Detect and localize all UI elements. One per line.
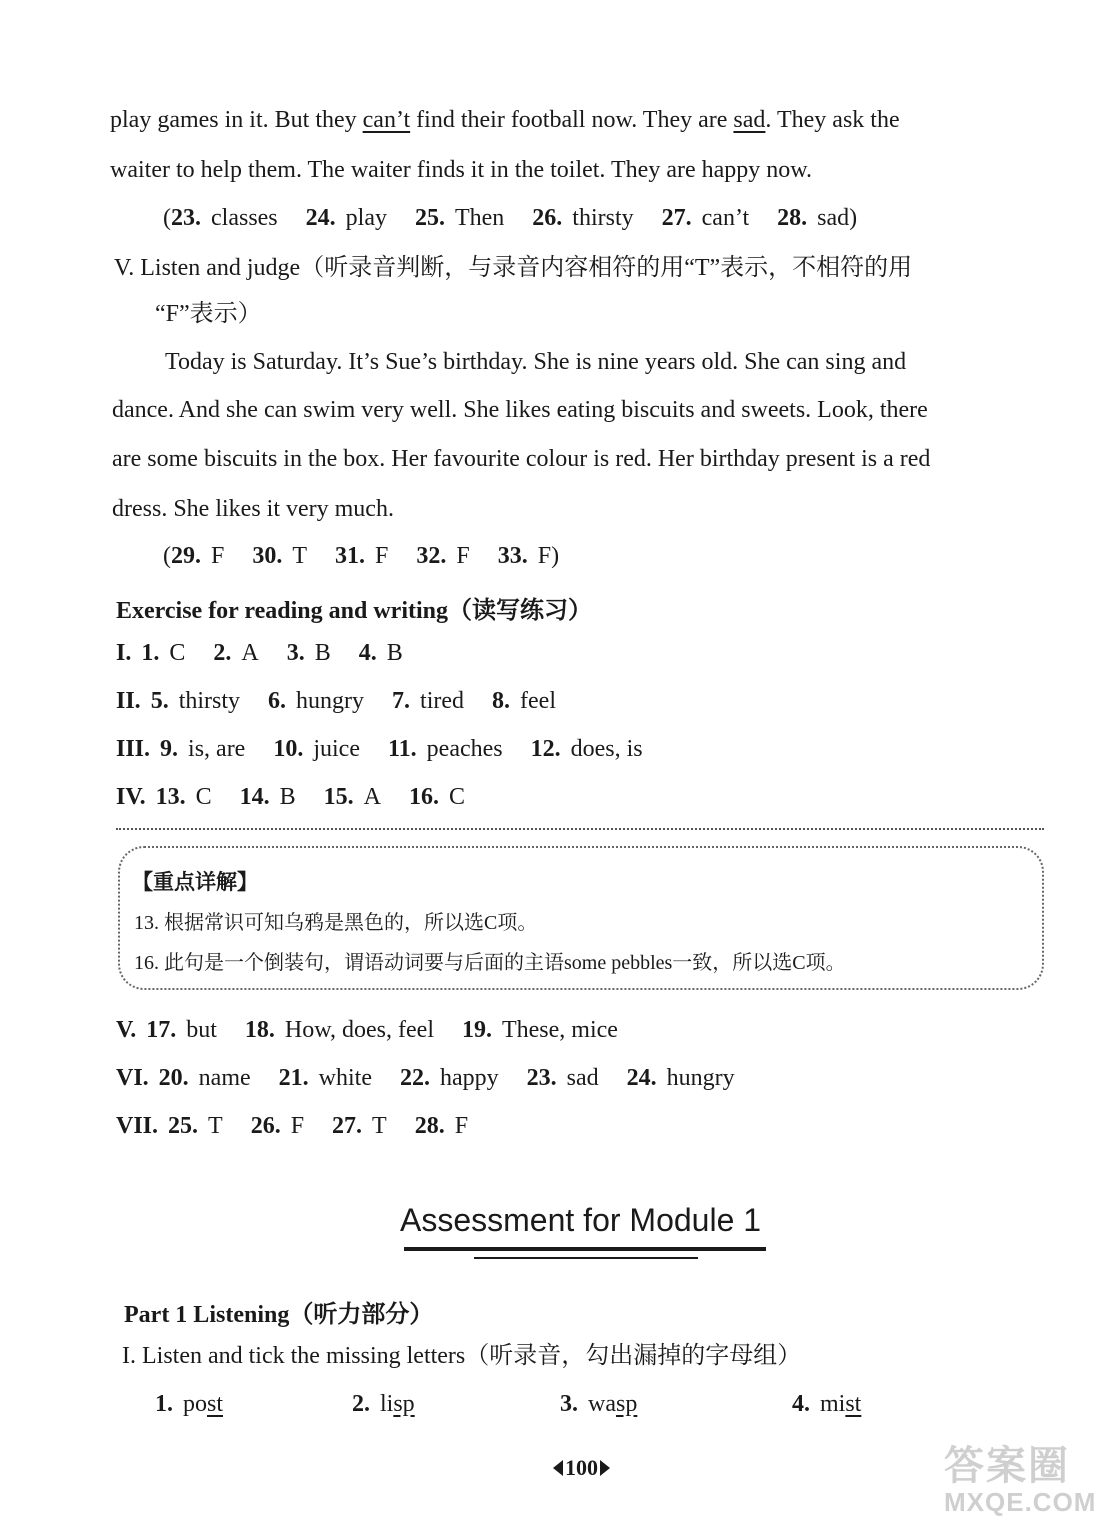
title-rule-thin <box>474 1257 698 1259</box>
answer-number: 19. <box>461 1017 492 1043</box>
roman-numeral: IV. <box>116 784 146 810</box>
answer-item <box>163 543 224 569</box>
answer-item <box>527 1065 599 1091</box>
answer-item <box>163 205 278 231</box>
answer-item <box>240 784 296 810</box>
rw-answer-row <box>116 637 431 669</box>
roman-numeral: VII. <box>116 1113 159 1139</box>
answer-number: 11. <box>387 736 417 762</box>
answer-item <box>416 543 469 569</box>
answer-number: 31. <box>335 543 366 569</box>
answer-number: 7. <box>392 688 411 714</box>
answer-number: 26. <box>250 1113 281 1139</box>
answer-item <box>160 736 245 762</box>
rw-answer-row <box>116 685 584 717</box>
answer-text: sad) <box>817 205 858 231</box>
answer-number: 21. <box>278 1065 309 1091</box>
answer-item <box>168 1113 223 1139</box>
answer-text: sad <box>566 1065 599 1091</box>
answer-text: name <box>198 1065 251 1091</box>
answer-number: 29. <box>171 543 201 569</box>
assessment-title: Assessment for Module 1 <box>400 1202 762 1238</box>
answer-item <box>492 688 556 714</box>
answer-text: hungry <box>296 688 365 714</box>
answer-item <box>777 205 857 231</box>
rw-answer-row <box>116 733 671 765</box>
answer-number: 16. <box>408 784 439 810</box>
answer-text: T <box>208 1113 223 1139</box>
answer-text: T <box>372 1113 387 1139</box>
answer-item <box>359 640 403 666</box>
answer-number: 30. <box>252 543 283 569</box>
word-2: 2. lisp <box>352 1391 415 1417</box>
answer-text: F) <box>537 543 560 569</box>
answer-item <box>273 736 360 762</box>
dotted-divider <box>116 828 1044 830</box>
answer-text: B <box>314 640 331 666</box>
answer-number: 6. <box>268 688 287 714</box>
roman-numeral: I. <box>116 640 132 666</box>
answer-number: 4. <box>358 640 377 666</box>
triangle-left-icon <box>553 1460 563 1476</box>
answer-item <box>462 1017 618 1043</box>
answer-text: F <box>290 1113 305 1139</box>
answer-number: 22. <box>399 1065 430 1091</box>
answer-item <box>156 784 212 810</box>
underlined-sad: sad <box>733 107 766 133</box>
answer-item <box>213 640 258 666</box>
judge-text-line-1: Today is Saturday. It’s Sue’s birthday. She is nine years old. She can sing and <box>165 349 907 375</box>
answer-text: T <box>292 543 308 569</box>
judge-text-line-3: are some biscuits in the box. Her favourite colour is red. Her birthday present is a red <box>112 446 931 472</box>
word-1: 1. post <box>155 1391 224 1417</box>
answer-number: 14. <box>239 784 270 810</box>
answer-text: play <box>345 205 387 231</box>
part1-heading: Part 1 Listening（听力部分） <box>124 1302 434 1328</box>
answer-text: happy <box>439 1065 499 1091</box>
answer-item <box>332 1113 387 1139</box>
answer-item <box>400 1065 499 1091</box>
page-number: 100 <box>553 1455 610 1481</box>
answer-item <box>252 543 307 569</box>
answer-number: 8. <box>492 688 511 714</box>
answer-text: F <box>454 1113 469 1139</box>
story-line-1: play games in it. But they can’t find their football now. They are sad. They ask the <box>110 107 900 133</box>
roman-numeral: VI. <box>116 1065 149 1091</box>
answer-number: 12. <box>530 736 561 762</box>
answer-number: 20. <box>158 1065 189 1091</box>
paren: ( <box>163 543 171 569</box>
answer-number: 33. <box>497 543 528 569</box>
answer-text: feel <box>520 688 556 714</box>
answer-item <box>409 784 465 810</box>
key-points-box <box>118 846 1044 990</box>
answer-number: 17. <box>146 1017 177 1043</box>
answer-item <box>388 736 503 762</box>
answer-text: tired <box>420 688 465 714</box>
answer-item <box>268 688 364 714</box>
key-points-title: 【重点详解】 <box>132 870 258 894</box>
answer-item <box>245 1017 434 1043</box>
answer-item <box>146 1017 217 1043</box>
underlined-cant: can’t <box>362 107 411 133</box>
key-point-13: 13. 根据常识可知乌鸦是黑色的，所以选C项。 <box>134 912 538 934</box>
answer-item <box>498 543 559 569</box>
word-4: 4. mist <box>792 1391 862 1417</box>
answer-item <box>662 205 750 231</box>
answer-number: 10. <box>273 736 304 762</box>
answer-text: does, is <box>570 736 643 762</box>
answer-number: 25. <box>168 1113 199 1139</box>
answer-text: F <box>456 543 470 569</box>
judge-text-line-4: dress. She likes it very much. <box>112 496 394 522</box>
section-v-heading-1: V. Listen and judge（听录音判断，与录音内容相符的用“T”表示，不相符的用 <box>114 255 913 281</box>
answer-number: 3. <box>286 640 305 666</box>
answer-text: but <box>186 1017 217 1043</box>
answer-number: 27. <box>332 1113 363 1139</box>
answer-text: thirsty <box>178 688 241 714</box>
answer-item <box>415 1113 468 1139</box>
rw-answer-row <box>116 1014 646 1046</box>
answer-text: B <box>279 784 296 810</box>
answer-item <box>392 688 464 714</box>
answer-item <box>159 1065 251 1091</box>
rw-answer-row <box>116 781 493 813</box>
answer-item <box>151 688 240 714</box>
answers-23-28 <box>163 202 885 234</box>
answer-item <box>532 205 633 231</box>
answer-number: 18. <box>244 1017 275 1043</box>
answer-number: 27. <box>661 205 692 231</box>
answer-item <box>306 205 387 231</box>
answer-text: juice <box>313 736 360 762</box>
answer-text: C <box>448 784 465 810</box>
answer-text: These, mice <box>501 1017 618 1043</box>
answer-number: 28. <box>414 1113 445 1139</box>
rw-answer-row <box>116 1062 763 1094</box>
word-3: 3. wasp <box>560 1391 638 1417</box>
answer-item <box>531 736 643 762</box>
roman-numeral: II. <box>116 688 141 714</box>
answer-number: 26. <box>532 205 563 231</box>
triangle-right-icon <box>600 1460 610 1476</box>
answer-number: 1. <box>141 640 160 666</box>
answer-number: 2. <box>213 640 232 666</box>
roman-numeral: V. <box>116 1017 137 1043</box>
section-v-heading-2: “F”表示） <box>155 301 262 327</box>
answer-number: 15. <box>323 784 354 810</box>
story-line-2: waiter to help them. The waiter finds it in the toilet. They are happy now. <box>110 157 813 183</box>
answer-text: B <box>386 640 403 666</box>
answer-text: C <box>169 640 186 666</box>
answer-number: 5. <box>150 688 169 714</box>
answer-text: hungry <box>666 1065 735 1091</box>
answer-text: F <box>375 543 389 569</box>
answer-text: classes <box>211 205 278 231</box>
answer-item <box>415 205 504 231</box>
answer-text: A <box>241 640 259 666</box>
answer-text: How, does, feel <box>284 1017 434 1043</box>
answer-text: thirsty <box>572 205 634 231</box>
answer-text: F <box>211 543 225 569</box>
rw-section-title: Exercise for reading and writing（读写练习） <box>116 598 592 624</box>
key-point-16: 16. 此句是一个倒装句，谓语动词要与后面的主语some pebbles一致，所以选C项。 <box>134 952 846 974</box>
answer-text: peaches <box>426 736 503 762</box>
judge-text-line-2: dance. And she can swim very well. She likes eating biscuits and sweets. Look, there <box>112 397 928 423</box>
q1-heading: I. Listen and tick the missing letters（听录音，勾出漏掉的字母组） <box>122 1343 802 1369</box>
answer-text: can’t <box>701 205 750 231</box>
answer-text: white <box>318 1065 372 1091</box>
paren: ( <box>163 205 171 231</box>
answer-number: 24. <box>626 1065 657 1091</box>
answers-29-33 <box>163 540 587 572</box>
roman-numeral: III. <box>116 736 151 762</box>
answer-number: 9. <box>160 736 179 762</box>
answer-item <box>335 543 388 569</box>
answer-item <box>627 1065 735 1091</box>
answer-number: 24. <box>305 205 336 231</box>
answer-item <box>141 640 185 666</box>
answer-text: is, are <box>188 736 246 762</box>
watermark-logo: 答案圈 MXQE.COM <box>944 1444 1097 1517</box>
answer-item <box>324 784 381 810</box>
answer-number: 32. <box>416 543 447 569</box>
answer-number: 25. <box>414 205 445 231</box>
answer-item <box>287 640 331 666</box>
answer-number: 28. <box>777 205 808 231</box>
answer-text: C <box>195 784 212 810</box>
rw-answer-row <box>116 1110 496 1142</box>
answer-number: 13. <box>155 784 186 810</box>
title-rule-thick <box>404 1247 766 1251</box>
answer-item <box>251 1113 304 1139</box>
answer-number: 23. <box>526 1065 557 1091</box>
answer-number: 23. <box>171 205 201 231</box>
answer-item <box>279 1065 372 1091</box>
answer-text: Then <box>454 205 505 231</box>
answer-text: A <box>363 784 381 810</box>
